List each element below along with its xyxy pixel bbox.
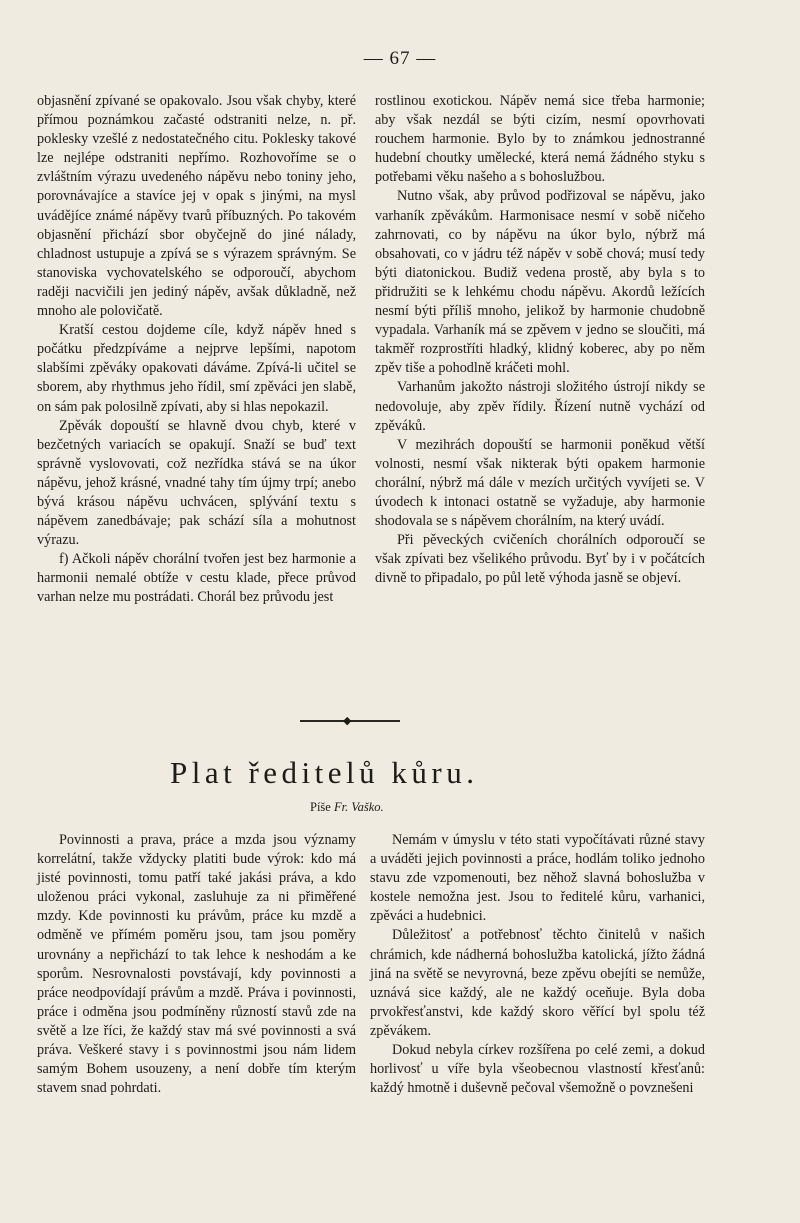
right-column [375,92,705,588]
article-left-column [37,831,356,1098]
paragraph: Kratší cestou dojdeme cíle, když nápěv hned s počátku předzpíváme a nejprve lepšími, napotom slabšími zpěváky opakovati dáváme. Zpívá-li učitel se sborem, aby rhythmus jeho řídil, smí zpěváci jen slabě, on sám pak polosilně zpívati, aby si hlas nepokazil. [37,322,356,415]
paragraph: V mezihrách dopouští se harmonii poněkud větší volnosti, nesmí však nikterak býti opakem harmonie chorální, nýbrž má dále v mezích určitých vyvíjeti se. V úvodech k intonaci ostatně se vyžaduje, aby harmonie shodovala se s nápěvem chorálním, na který uvádí. [375,436,705,530]
paragraph: Varhanům jakožto nástroji složitého ústrojí nikdy se nedovoluje, aby zpěv řídily. Řízení nutně vychází od zpěváků. [375,379,705,434]
paragraph: Nutno však, aby průvod podřizoval se nápěvu, jako varhaník zpěvákům. Harmonisace nesmí v sobě ničeho zahrnovati, co by nápěvu na úkor bylo, nýbrž má obsahovati, co v jádru též nápěv v sobě chová; musí tedy býti diatonickou. Budiž vedena prostě, aby byla s to přidružiti se k lehkému chodu nápěvu. Akordů ležících nesmí býti příliš mnoho, jelikož by harmonie chudobně vypadala. Varhaník má se zpěvem v jedno se sloučiti, má takměř rozprostříti hladký, klidný koberec, aby po něm zpěv tiše a pohodlně kráčeti mohl. [375,188,705,377]
paragraph: Dokud nebyla církev rozšířena po celé zemi, a dokud horlivosť u víře byla všeobecnou vlastností křesťanů: každý hmotně i duševně pečoval všemožně o povznešeni [370,1042,705,1097]
divider-ornament: ◆ [343,715,352,727]
paragraph: rostlinou exotickou. Nápěv nemá sice třeba harmonie; aby však nezdál se býti cizím, nesmí opovrhovati rouchem harmonie. Bylo by to známkou jednostranné hudební choutky umělecké, která nemá žádného styku s potřebami věku našeho a s bohoslužbou. [375,93,705,186]
paragraph: Nemám v úmyslu v této stati vypočítávati různé stavy a uváděti jejich povinnosti a práce, hodlám toliko jednoho stavu zde vzpomenouti, bez něhož slavná bohoslužba v kostele nemožna jest. Jsou to ředitelé kůru, varhanici, zpěváci a hudebnici. [370,832,705,925]
paragraph: Povinnosti a prava, práce a mzda jsou významy korrelátní, takže vždycky platiti bude výrok: kdo má jisté povinnosti, tomu patří také jakási práva, a kdo uloženou práci vykonal, zasluhuje za ni přiměřené mzdy. Kde povinnosti ku právům, práce ku mzdě a odměně ve přímém poměru jsou, tam jsou poměry urovnány a nepřichází to tak lehce k neshodám a ke sporům. Nesrovnalosti povstávají, kdy povinnosti a práce neodpovídají právům a mzdě. Práva i povinnosti, práce i odměna jsou podmíněny růzností stavů zde na světě a lze říci, že každý stav má své povinnosti a svá práva. Veškeré stavy i s povinnostmi jsou nám lidem samým Bohem usouzeny, a není dobře tím kterým stavem snad pohrdati. [37,832,356,1097]
page-number: — 67 — [363,48,437,69]
byline [310,800,384,815]
byline-author: Fr. Vaško. [333,800,384,814]
paragraph: f) Ačkoli nápěv chorální tvořen jest bez harmonie a harmonii nemalé obtíže v cestu klade, přece průvod varhan nelze mu postrádati. Chorál bez průvodu jest [37,551,356,606]
article-right-column [370,831,705,1098]
paragraph: objasnění zpívané se opakovalo. Jsou však chyby, které přímou poznámkou začasté odstraniti nelze, n. př. poklesky vzešlé z nedostatečného citu. Poklesky takové lze nejlépe odstraniti nepřímo. Rozhovoříme se o zvláštním výrazu uvedeného nápěvu nebo toniny jeho, porovnávajíce a stavíce jej v opak s jinými, na mysl uvádějíce známé nápěvy tvarů příbuzných. Po takovém objasnění přichází sbor obyčejně do jiné nálady, chladnost ustupuje a zpívá se s výrazem správným. Se stanoviska vychovatelského se odporoučí, abychom raději nacvičili jen jediný nápěv, avšak důkladně, než mnoho ale polovičatě. [37,93,356,320]
paragraph: Zpěvák dopouští se hlavně dvou chyb, které v bezčetných variacích se opakují. Snaží se buď text správně vyslovovati, což nezřídka stává se na úkor nápěvu, jehož krásné, vnadné tahy tím újmy trpí; anebo bývá krásou nápěvu uchvácen, splývání textu s nápěvem zanedbávaje; pak schází síla a mohutnost výrazu. [37,417,356,549]
paragraph: Při pěveckých cvičeních chorálních odporoučí se však zpívati bez všelikého průvodu. Byť by i v počátcích divně to připadalo, po půl letě výhoda jasně se objeví. [375,532,705,587]
byline-prefix: Píše [310,800,331,814]
left-column [37,92,356,608]
paragraph: Důležitosť a potřebnosť těchto činitelů v našich chrámich, kde nádherná bohoslužba katolická, jížto žádná jiná na světě se nevyrovná, beze zpěvu obejíti se nemůže, uznává sice každý, ale ne každý oceňuje. Byla doba prvokřesťanstvi, kde každý skoro věřící byl spolu též zpěvákem. [370,927,705,1039]
article-title: Plat ředitelů kůru. [170,755,479,790]
